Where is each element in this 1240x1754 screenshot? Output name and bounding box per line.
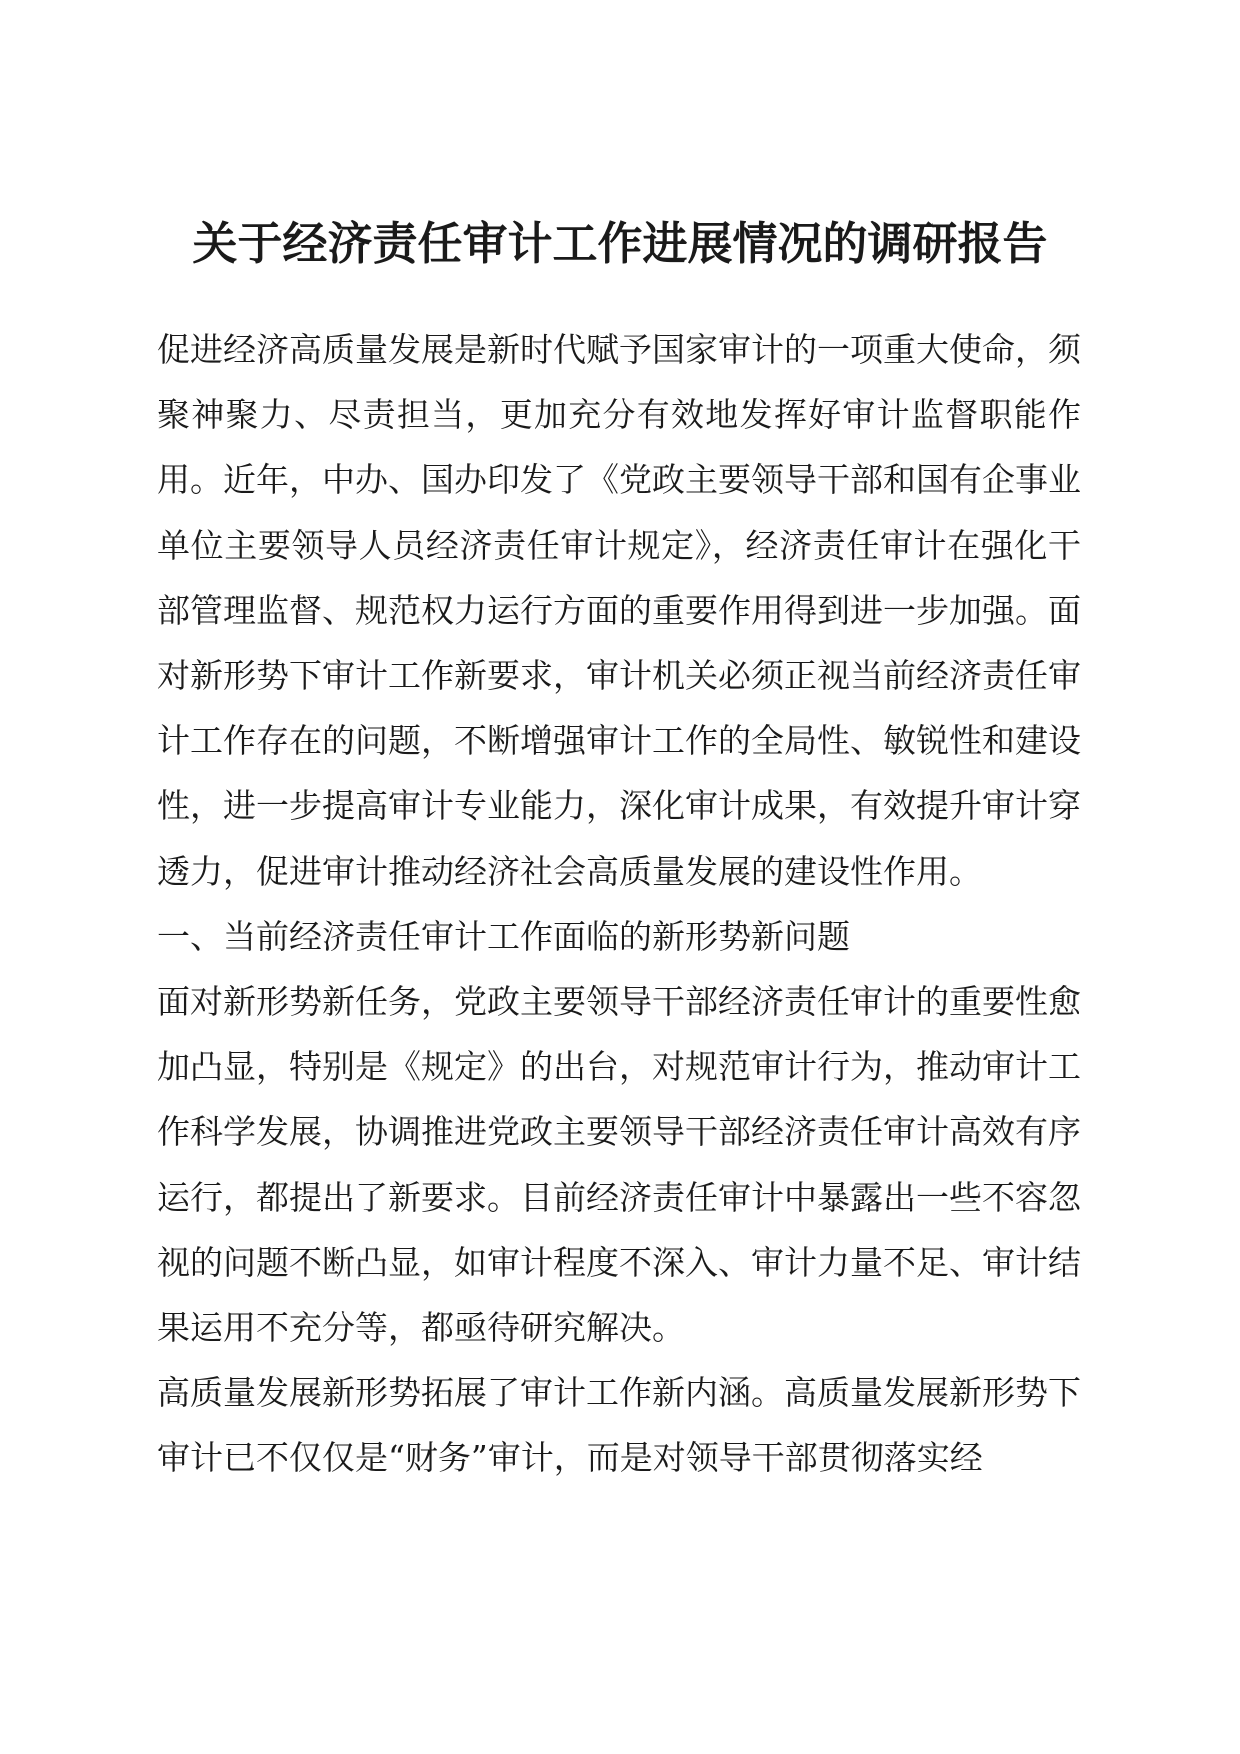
section-1-paragraph-2: 高质量发展新形势拓展了审计工作新内涵。高质量发展新形势下审计已不仅仅是“财务”审计，而是对领导干部贯彻落实经 [157,1373,1081,1478]
document-title: 关于经济责任审计工作进展情况的调研报告 [192,217,1048,270]
intro-paragraph: 促进经济高质量发展是新时代赋予国家审计的一项重大使命，须聚神聚力、尽责担当，更加充分有效地发挥好审计监督职能作用。近年，中办、国办印发了《党政主要领导干部和国有企事业单位主要领导人员经济责任审计规定》，经济责任审计在强化干部管理监督、规范权力运行方面的重要作用得到进一步加强。面对新形势下审计工作新要求，审计机关必须正视当前经济责任审计工作存在的问题，不断增强审计工作的全局性、敏锐性和建设性，进一步提高审计专业能力，深化审计成果，有效提升审计穿透力，促进审计推动经济社会高质量发展的建设性作用。 [157,330,1081,891]
document-body [157,317,1081,1491]
section-1-paragraph-1: 面对新形势新任务，党政主要领导干部经济责任审计的重要性愈加凸显，特别是《规定》的出台，对规范审计行为，推动审计工作科学发展，协调推进党政主要领导干部经济责任审计高效有序运行，都提出了新要求。目前经济责任审计中暴露出一些不容忽视的问题不断凸显，如审计程度不深入、审计力量不足、审计结果运用不充分等，都亟待研究解决。 [157,982,1081,1348]
section-heading-1: 一、当前经济责任审计工作面临的新形势新问题 [157,916,850,956]
